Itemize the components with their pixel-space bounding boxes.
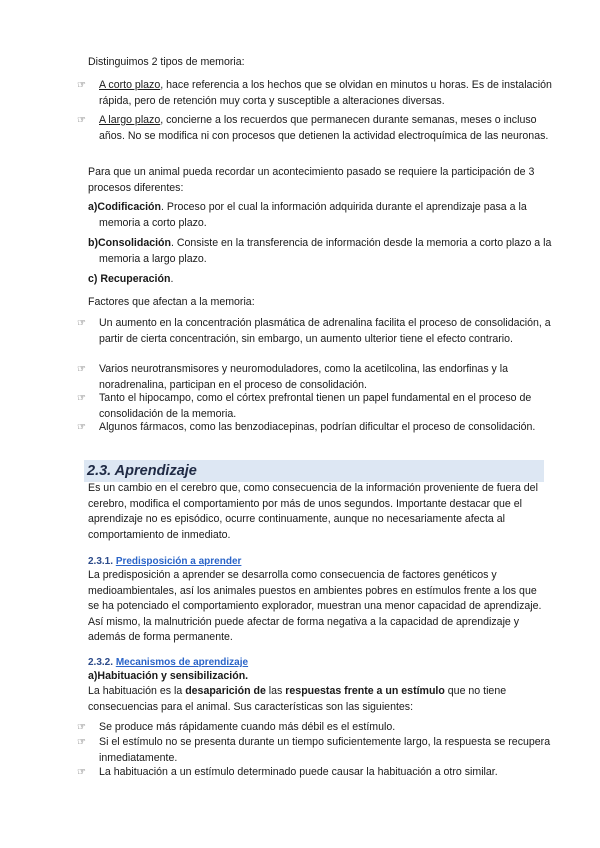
section-body: La predisposición a aprender se desarrolla como consecuencia de factores genéticos y medioambientales, así los animales puestos en ambientes pobres en estímulos frente a los que se ha potenciado el comportamiento explorador, muestran una menor capacidad de aprendizaje. Así mismo, la malnutrición puede afectar de forma negativa a la capacidad de aprendizaje y además de forma permanente. [88, 569, 542, 644]
list-item: ☞ Un aumento en la concentración plasmática de adrenalina facilita el proceso de consolidación, a partir de cierta concentración, sin embargo, un aumento ulterior tiene el efecto contrario. [77, 317, 551, 345]
term: A corto plazo [99, 79, 161, 91]
list-item: c) Recuperación. [88, 273, 174, 285]
process-intro: Para que un animal pueda recordar un acontecimiento pasado se requiere la participación de 3 procesos diferentes: [88, 166, 535, 194]
list-item: a)Codificación. Proceso por el cual la información adquirida durante el aprendizaje pasa a la memoria a corto plazo. [88, 201, 527, 229]
pointing-hand-icon: ☞ [77, 318, 86, 329]
list-item: ☞ Algunos fármacos, como las benzodiacepinas, podrían dificultar el proceso de consolidación. [88, 420, 559, 436]
list-item: ☞ Se produce más rápidamente cuando más débil es el estímulo. [88, 720, 559, 736]
pointing-hand-icon: ☞ [77, 80, 86, 91]
subsection-heading: 2.3.2. Mecanismos de aprendizaje [88, 657, 249, 668]
list-item: ☞ La habituación a un estímulo determinado puede causar la habituación a otro similar. [88, 765, 559, 781]
list-item: ☞ A largo plazo, concierne a los recuerdos que permanecen durante semanas, meses o incluso años. No se modifica ni con procesos que detienen la actividad electroquímica de las neuronas. [77, 114, 549, 142]
subsection-heading: 2.3.1. Predisposición a aprender [88, 556, 242, 567]
subsection-link[interactable]: Mecanismos de aprendizaje [115, 657, 249, 668]
list-item: b)Consolidación. Consiste en la transferencia de información desde la memoria a corto plazo a la memoria a largo plazo. [88, 237, 552, 265]
term: Consolidación [98, 237, 171, 249]
list-item: ☞ Varios neurotransmisores y neuromoduladores, como la acetilcolina, las endorfinas y la noradrenalina, participan en el proceso de consolidación. [77, 363, 509, 391]
pointing-hand-icon: ☞ [77, 393, 86, 404]
pointing-hand-icon: ☞ [77, 364, 86, 375]
list-item: ☞ Tanto el hipocampo, como el córtex prefrontal tienen un papel fundamental en el proceso de consolidación de la memoria. [77, 392, 532, 420]
pointing-hand-icon: ☞ [77, 737, 86, 748]
memory-types-intro: Distinguimos 2 tipos de memoria: [88, 56, 245, 68]
factors-intro: Factores que afectan a la memoria: [88, 296, 255, 308]
term: A largo plazo [99, 114, 161, 126]
term: Codificación [97, 201, 161, 213]
pointing-hand-icon: ☞ [77, 767, 86, 778]
pointing-hand-icon: ☞ [77, 722, 86, 733]
subsection-subtitle: a)Habituación y sensibilización. [88, 670, 249, 682]
pointing-hand-icon: ☞ [77, 422, 86, 433]
list-item: ☞ A corto plazo, hace referencia a los hechos que se olvidan en minutos u horas. Es de instalación rápida, pero de retención muy corta y susceptible a alteraciones diversas. [77, 79, 552, 107]
section-body: La habituación es la desaparición de las respuestas frente a un estímulo que no tiene consecuencias para el animal. Sus características son las siguientes: [88, 685, 507, 713]
pointing-hand-icon: ☞ [77, 115, 86, 126]
subsection-link[interactable]: Predisposición a aprender [115, 556, 242, 567]
list-item: ☞ Si el estímulo no se presenta durante un tiempo suficientemente largo, la respuesta se recupera inmediatamente. [77, 736, 551, 764]
section-body: Es un cambio en el cerebro que, como consecuencia de la información proveniente de fuera del cerebro, modifica el comportamiento por más de unos segundos. Importante destacar que el aprendizaje no es episódico, ocurre continuamente, aunque no necesariamente afecta al comportamiento de inmediato. [88, 482, 538, 541]
section-heading: 2.3. Aprendizaje [84, 460, 544, 482]
term: Recuperación [100, 273, 171, 285]
